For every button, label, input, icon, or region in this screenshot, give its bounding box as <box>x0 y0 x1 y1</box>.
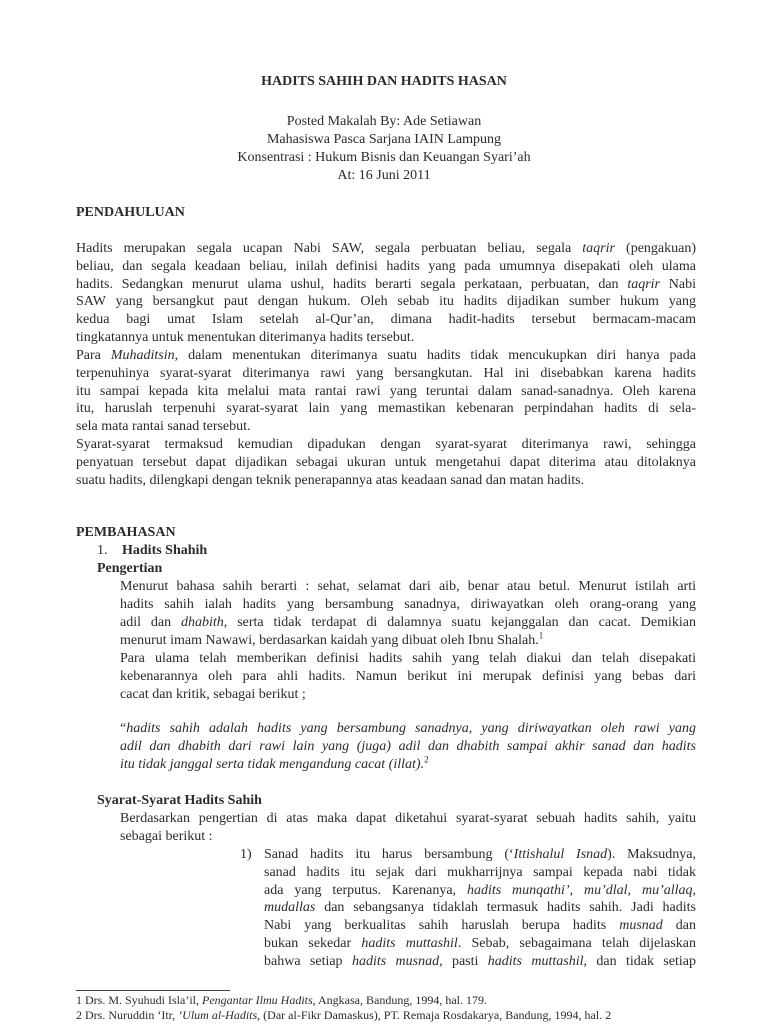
paragraph-line: adil dan dhabith, serta tidak terdapat di dalamnya suatu kejanggalan dan cacat. Demikian <box>120 614 696 630</box>
paragraph-line: Hadits merupakan segala ucapan Nabi SAW, segala perbuatan beliau, segala taqrir (pengakuan) <box>76 241 696 256</box>
footnote-line: 1 Drs. M. Syuhudi Isla’il, Pengantar Ilmu Hadits, Angkasa, Bandung, 1994, hal. 179. <box>76 993 487 1007</box>
footnote-line: 2 Drs. Nuruddin ‘Itr, ‘Ulum al-Hadits, (Dar al-Fikr Damaskus), PT. Remaja Rosdakarya, Bandung, 1994, hal. 2 <box>76 1008 612 1022</box>
paragraph-line: Menurut bahasa sahih berarti : sehat, selamat dari aib, benar atau betul. Menurut istilah arti <box>120 579 696 594</box>
point-number: 1) <box>240 847 252 862</box>
point-line: ada yang terputus. Karenanya, hadits munqathi’, mu’dlal, mu’allaq, <box>264 882 697 898</box>
header-line: Konsentrasi : Hukum Bisnis dan Keuangan Syari’ah <box>237 150 531 165</box>
header-line: Mahasiswa Pasca Sarjana IAIN Lampung <box>266 132 502 147</box>
document-title: HADITS SAHIH DAN HADITS HASAN <box>261 74 507 89</box>
point-line: sanad hadits itu sejak dari mukharrijnya sampai kepada nabi tidak <box>264 864 696 880</box>
paragraph-line: kebenarannya oleh para ahli hadits. Namun berikut ini merupak definisi yang bebas dari <box>120 668 696 684</box>
quote-line: adil dan dhabith dari rawi lain yang (juga) adil dan dhabith sampai akhir sanad dan hadits <box>120 739 696 754</box>
paragraph-line: suatu hadits, dilengkapi dengan teknik penerapannya atas keadaan sanad dan matan hadits. <box>76 473 585 488</box>
paragraph-line: sebagai berikut : <box>120 829 213 844</box>
paragraph-line: menurut imam Nawawi, berdasarkan kaidah yang dibuat oleh Ibnu Shalah.$^1$ <box>120 630 544 648</box>
paragraph-line: terpenuhinya syarat-syarat diterimanya rawi yang bersangkutan. Hal ini disebabkan karena hadits <box>76 365 696 381</box>
quote-line: itu tidak janggal serta tidak mengandung cacat (illat).$^2$ <box>120 754 429 772</box>
subheading-pengertian: Pengertian <box>97 561 163 576</box>
paragraph-line: hadits. Sedangkan menurut ulama ushul, hadits berarti segala perkataan, perbuatan, dan taqrir Nabi <box>76 276 697 292</box>
point-line: bukan sekedar hadits muttashil. Sebab, sebagaimana telah dijelaskan <box>264 936 696 951</box>
point-line: bahwa setiap hadits musnad, pasti hadits muttashil, dan tidak setiap <box>264 953 696 969</box>
quote-line: “hadits sahih adalah hadits yang bersambung sanadnya, yang diriwayatkan oleh rawi yang <box>120 721 696 736</box>
paragraph-line: tingkatannya untuk menentukan diterimanya hadits tersebut. <box>76 330 415 345</box>
paragraph-line: cacat dan kritik, sebagai berikut ; <box>120 687 306 702</box>
paragraph-line: SAW yang bersangkut paut dengan hukum. Oleh sebab itu hadits dijadikan sumber hukum yang <box>76 294 696 310</box>
paragraph-line: penyatuan tersebut dapat dijadikan sebagai ukuran untuk mengetahui dapat diterima atau ditolaknya <box>76 454 696 470</box>
item-number: 1. <box>97 543 108 558</box>
paragraph-line: sela mata rantai sanad tersebut. <box>76 419 251 434</box>
paragraph-line: kedua bagi umat Islam setelah al-Qur’an, dimana hadit-hadits tersebut bermacam-macam <box>76 312 696 328</box>
point-line: mudallas dan sebangsanya tidaklah termasuk hadits sahih. Jadi hadits <box>264 900 696 916</box>
paragraph-line: beliau, dan segala keadaan beliau, inilah definisi hadits yang pada umumnya disepakati oleh ulama <box>76 258 696 274</box>
paragraph-line: itu, haruslah terpenuhi syarat-syarat lain yang memastikan kebenaran perpindahan hadits di sela- <box>76 401 696 417</box>
point-line: Nabi yang berkualitas sahih haruslah berupa hadits musnad dan <box>264 918 697 934</box>
paragraph-line: Berdasarkan pengertian di atas maka dapat diketahui syarat-syarat sebuah hadits sahih, yaitu <box>120 811 696 826</box>
paragraph-line: itu sampai kepada kita melalui mata rantai rawi yang teruntai dalam sanad-sanadnya. Oleh karena <box>76 383 696 399</box>
paragraph-line: Para Muhaditsin, dalam menentukan diterimanya suatu hadits tidak mencukupkan diri hanya pada <box>76 348 696 363</box>
paragraph-line: hadits sahih ialah hadits yang bersambung sanadnya, diriwayatkan oleh orang-orang yang <box>120 596 696 612</box>
item-title: Hadits Shahih <box>122 543 208 558</box>
subheading-syarat: Syarat-Syarat Hadits Sahih <box>97 793 262 808</box>
section-heading-pendahuluan: PENDAHULUAN <box>76 205 185 220</box>
point-line: Sanad hadits itu harus bersambung (‘Ittishalul Isnad). Maksudnya, <box>264 847 696 862</box>
paragraph-line: Syarat-syarat termaksud kemudian dipadukan dengan syarat-syarat diterimanya rawi, sehingga <box>76 437 696 452</box>
paragraph-line: Para ulama telah memberikan definisi hadits sahih yang telah diakui dan telah disepakati <box>120 651 696 666</box>
section-heading-pembahasan: PEMBAHASAN <box>76 525 176 540</box>
header-line: Posted Makalah By: Ade Setiawan <box>286 114 482 129</box>
header-line: At: 16 Juni 2011 <box>337 168 431 183</box>
footnote-separator <box>76 990 230 991</box>
